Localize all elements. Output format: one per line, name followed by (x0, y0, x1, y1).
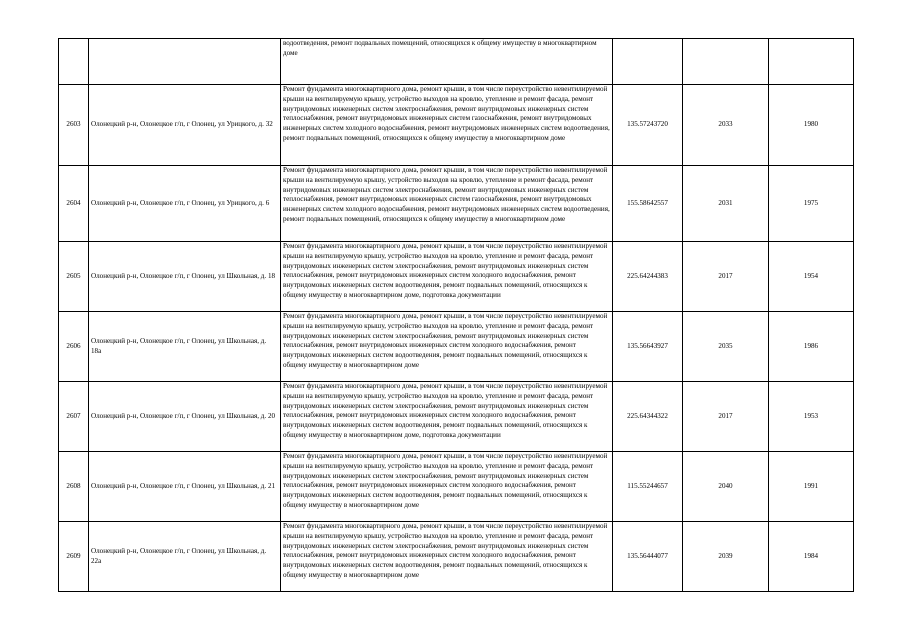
document-page (58, 38, 854, 592)
row-number-cell: 2603 (59, 85, 89, 166)
build-year-cell: 1984 (769, 522, 854, 592)
table-row (59, 85, 854, 166)
cost-cell (613, 39, 683, 85)
work-types-cell: Ремонт фундамента многоквартирного дома, ремонт крыши, в том числе переустройство невентилируемой крыши на вентилируемую крышу, устройство выходов на кровлю, утепление и ремонт фасада, ремонт внутридомовых инженерных систем электроснабжения, ремонт внутридомовых инженерных систем теплоснабжения, ремонт внутридомовых инженерных систем холодного водоснабжения, ремонт внутридомовых инженерных систем водоотведения, ремонт подвальных помещений, относящихся к общему имуществу в многоквартирном доме (281, 312, 613, 382)
planned-year-cell: 2017 (683, 382, 769, 452)
cost-cell: 135.57243720 (613, 85, 683, 166)
address-cell: Олонецкий р-н, Олонецкое г/п, г Олонец, ул Школьная, д. 18а (89, 312, 281, 382)
build-year-cell: 1991 (769, 452, 854, 522)
address-cell: Олонецкий р-н, Олонецкое г/п, г Олонец, ул Школьная, д. 22а (89, 522, 281, 592)
work-types-cell: водоотведения, ремонт подвальных помещений, относящихся к общему имуществу в многоквартирном доме (281, 39, 613, 85)
table-body (59, 39, 854, 592)
table-row (59, 39, 854, 85)
table-row (59, 166, 854, 242)
repair-program-table (58, 38, 854, 592)
row-number-cell: 2608 (59, 452, 89, 522)
work-types-cell: Ремонт фундамента многоквартирного дома, ремонт крыши, в том числе переустройство невентилируемой крыши на вентилируемую крышу, устройство выходов на кровлю, утепление и ремонт фасада, ремонт внутридомовых инженерных систем электроснабжения, ремонт внутридомовых инженерных систем теплоснабжения, ремонт внутридомовых инженерных систем газоснабжения, ремонт внутридомовых инженерных систем холодного водоснабжения, ремонт внутридомовых инженерных систем водоотведения, ремонт подвальных помещений, относящихся к общему имуществу в многоквартирном доме (281, 166, 613, 242)
build-year-cell: 1980 (769, 85, 854, 166)
cost-cell: 135.56444077 (613, 522, 683, 592)
planned-year-cell: 2039 (683, 522, 769, 592)
build-year-cell: 1986 (769, 312, 854, 382)
row-number-cell: 2607 (59, 382, 89, 452)
table-row (59, 312, 854, 382)
work-types-cell: Ремонт фундамента многоквартирного дома, ремонт крыши, в том числе переустройство невентилируемой крыши на вентилируемую крышу, устройство выходов на кровлю, утепление и ремонт фасада, ремонт внутридомовых инженерных систем электроснабжения, ремонт внутридомовых инженерных систем теплоснабжения, ремонт внутридомовых инженерных систем газоснабжения, ремонт внутридомовых инженерных систем холодного водоснабжения, ремонт внутридомовых инженерных систем водоотведения, ремонт подвальных помещений, относящихся к общему имуществу в многоквартирном доме (281, 85, 613, 166)
cost-cell: 155.58642557 (613, 166, 683, 242)
table-row (59, 522, 854, 592)
work-types-cell: Ремонт фундамента многоквартирного дома, ремонт крыши, в том числе переустройство невентилируемой крыши на вентилируемую крышу, устройство выходов на кровлю, утепление и ремонт фасада, ремонт внутридомовых инженерных систем электроснабжения, ремонт внутридомовых инженерных систем теплоснабжения, ремонт внутридомовых инженерных систем холодного водоснабжения, ремонт внутридомовых инженерных систем водоотведения, ремонт подвальных помещений, относящихся к общему имуществу в многоквартирном доме (281, 452, 613, 522)
planned-year-cell: 2031 (683, 166, 769, 242)
cost-cell: 225.64344322 (613, 382, 683, 452)
planned-year-cell (683, 39, 769, 85)
address-cell: Олонецкий р-н, Олонецкое г/п, г Олонец, ул Школьная, д. 21 (89, 452, 281, 522)
table-row (59, 452, 854, 522)
address-cell (89, 39, 281, 85)
row-number-cell: 2609 (59, 522, 89, 592)
table-row (59, 242, 854, 312)
planned-year-cell: 2033 (683, 85, 769, 166)
planned-year-cell: 2035 (683, 312, 769, 382)
address-cell: Олонецкий р-н, Олонецкое г/п, г Олонец, ул Урицкого, д. 32 (89, 85, 281, 166)
cost-cell: 115.55244657 (613, 452, 683, 522)
work-types-cell: Ремонт фундамента многоквартирного дома, ремонт крыши, в том числе переустройство невентилируемой крыши на вентилируемую крышу, устройство выходов на кровлю, утепление и ремонт фасада, ремонт внутридомовых инженерных систем электроснабжения, ремонт внутридомовых инженерных систем теплоснабжения, ремонт внутридомовых инженерных систем холодного водоснабжения, ремонт внутридомовых инженерных систем водоотведения, ремонт подвальных помещений, относящихся к общему имуществу в многоквартирном доме, подготовка документации (281, 242, 613, 312)
planned-year-cell: 2040 (683, 452, 769, 522)
address-cell: Олонецкий р-н, Олонецкое г/п, г Олонец, ул Урицкого, д. 6 (89, 166, 281, 242)
work-types-cell: Ремонт фундамента многоквартирного дома, ремонт крыши, в том числе переустройство невентилируемой крыши на вентилируемую крышу, устройство выходов на кровлю, утепление и ремонт фасада, ремонт внутридомовых инженерных систем электроснабжения, ремонт внутридомовых инженерных систем теплоснабжения, ремонт внутридомовых инженерных систем холодного водоснабжения, ремонт внутридомовых инженерных систем водоотведения, ремонт подвальных помещений, относящихся к общему имуществу в многоквартирном доме (281, 522, 613, 592)
table-row (59, 382, 854, 452)
cost-cell: 135.56643927 (613, 312, 683, 382)
build-year-cell: 1954 (769, 242, 854, 312)
build-year-cell: 1953 (769, 382, 854, 452)
build-year-cell: 1975 (769, 166, 854, 242)
cost-cell: 225.64244383 (613, 242, 683, 312)
row-number-cell: 2605 (59, 242, 89, 312)
row-number-cell: 2604 (59, 166, 89, 242)
work-types-cell: Ремонт фундамента многоквартирного дома, ремонт крыши, в том числе переустройство невентилируемой крыши на вентилируемую крышу, устройство выходов на кровлю, утепление и ремонт фасада, ремонт внутридомовых инженерных систем электроснабжения, ремонт внутридомовых инженерных систем теплоснабжения, ремонт внутридомовых инженерных систем холодного водоснабжения, ремонт внутридомовых инженерных систем водоотведения, ремонт подвальных помещений, относящихся к общему имуществу в многоквартирном доме, подготовка документации (281, 382, 613, 452)
planned-year-cell: 2017 (683, 242, 769, 312)
build-year-cell (769, 39, 854, 85)
address-cell: Олонецкий р-н, Олонецкое г/п, г Олонец, ул Школьная, д. 18 (89, 242, 281, 312)
row-number-cell: 2606 (59, 312, 89, 382)
row-number-cell (59, 39, 89, 85)
address-cell: Олонецкий р-н, Олонецкое г/п, г Олонец, ул Школьная, д. 20 (89, 382, 281, 452)
